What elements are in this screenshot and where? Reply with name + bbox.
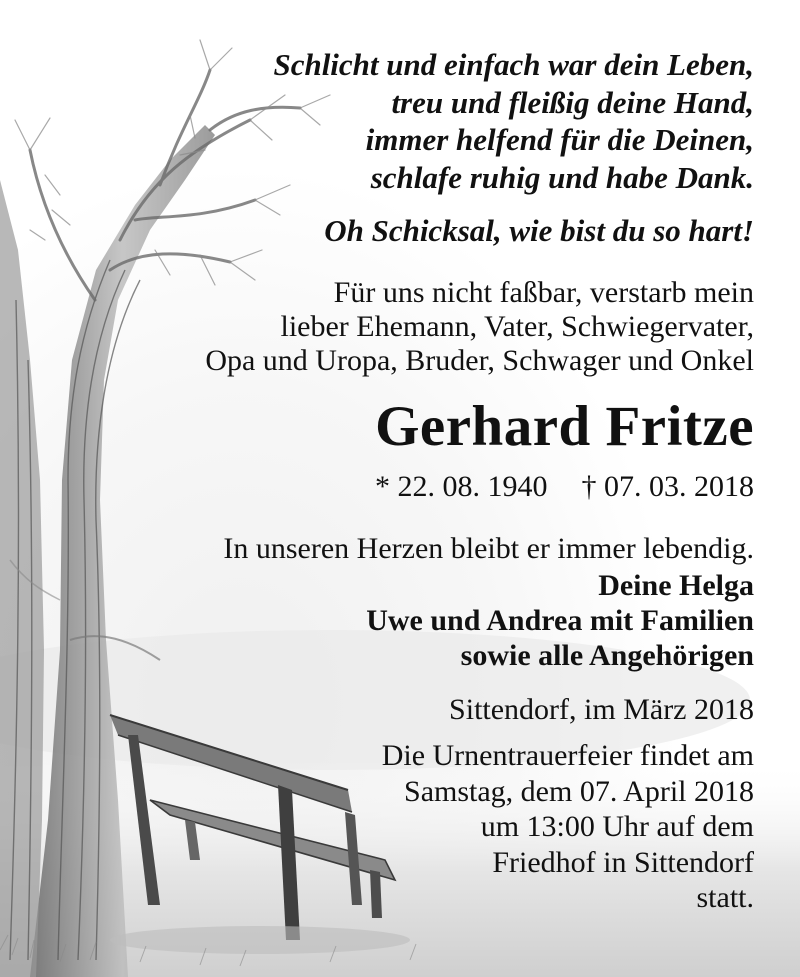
exclamation: Oh Schicksal, wie bist du so hart!: [324, 213, 754, 248]
service-info: [382, 738, 754, 916]
poem-line: schlafe ruhig und habe Dank.: [370, 159, 754, 195]
signer: sowie alle Angehörigen: [460, 639, 754, 672]
signer: Uwe und Andrea mit Familien: [366, 604, 754, 637]
intro-line: Opa und Uropa, Bruder, Schwager und Onkel: [205, 344, 754, 377]
poem-line: immer helfend für die Deinen,: [365, 122, 754, 157]
intro-line: lieber Ehemann, Vater, Schwiegervater,: [280, 310, 754, 343]
service-line: um 13:00 Uhr auf dem: [480, 810, 754, 843]
birth-date: * 22. 08. 1940: [375, 470, 548, 503]
service-line: Die Urnentrauerfeier findet am: [381, 739, 754, 772]
signer: Deine Helga: [598, 569, 754, 602]
intro-line: Für uns nicht faßbar, verstarb mein: [333, 276, 754, 309]
poem-line: Schlicht und einfach war dein Leben,: [273, 47, 754, 82]
remembrance-line: In unseren Herzen bleibt er immer lebendig.: [223, 532, 754, 565]
service-line: statt.: [696, 881, 754, 914]
service-line: Friedhof in Sittendorf: [492, 845, 754, 879]
poem: [273, 46, 754, 196]
life-dates: [375, 469, 754, 505]
place-and-date: Sittendorf, im März 2018: [449, 693, 754, 726]
signers: [366, 568, 754, 673]
deceased-name: Gerhard Fritze: [375, 395, 754, 458]
intro-text: [205, 276, 754, 378]
service-line: Samstag, dem 07. April 2018: [404, 774, 754, 808]
poem-line: treu und fleißig deine Hand,: [391, 84, 754, 120]
death-date: † 07. 03. 2018: [581, 470, 754, 503]
